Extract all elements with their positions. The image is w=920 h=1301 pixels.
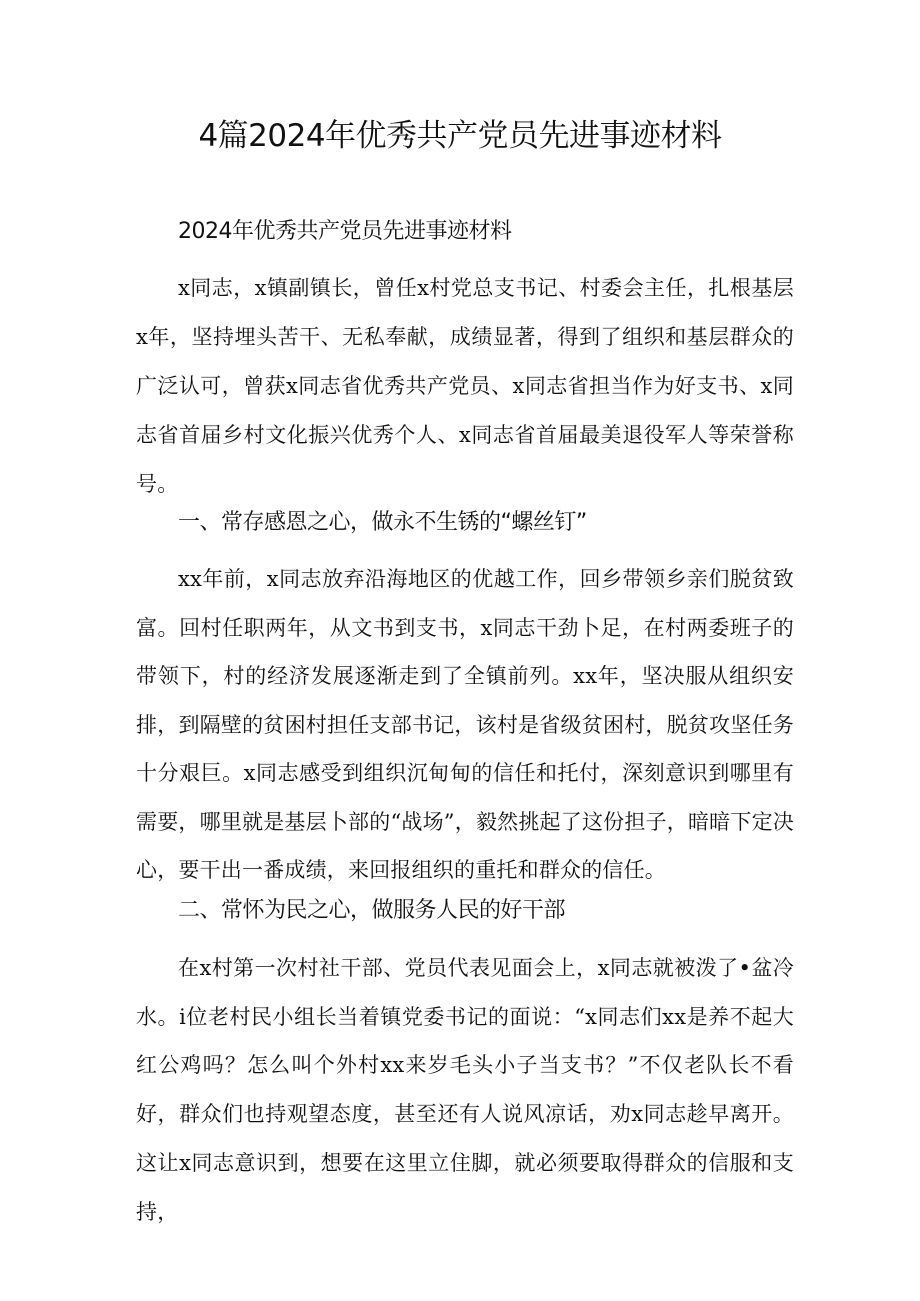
section-1-paragraph: xx年前，x同志放弃沿海地区的优越工作，回乡带领乡亲们脱贫致富。回村任职两年，从文书到支书，x同志干劲卜足，在村两委班子的带领下，村的经济发展逐渐走到了全镇前列。xx年，坚决服从组织安排，到隔壁的贫困村担任支部书记，该村是省级贫困村，脱贫攻坚任务十分艰巨。x同志感受到组织沉甸甸的信任和托付，深刻意识到哪里有需要，哪里就是基层卜部的“战场”，毅然挑起了这份担子，暗暗下定决心，要干出一番成绩，来回报组织的重托和群众的信任。 xyxy=(136,567,794,882)
section-1-heading: 一、常存感恩之心，做永不生锈的“螺丝钉” xyxy=(178,510,587,535)
section-2-paragraph: 在x村第一次村社干部、党员代表见面会上，x同志就被泼了•盆冷水。i位老村民小组长当着镇党委书记的面说：“x同志们xx是养不起大红公鸡吗？怎么叫个外村xx来岁毛头小子当支书？”不仅老队长不看好，群众们也持观望态度，甚至还有人说风凉话，劝x同志趁早离开。这让x同志意识到，想要在这里立住脚，就必须要取得群众的信服和支持， xyxy=(136,956,794,1224)
document-title: 4篇2024年优秀共产党员先进事迹材料 xyxy=(198,118,722,154)
article-subtitle: 2024年优秀共产党员先进事迹材料 xyxy=(178,219,512,244)
intro-paragraph: x同志，x镇副镇长，曾任x村党总支书记、村委会主任，扎根基层x年，坚持埋头苦干、无私奉献，成绩显著，得到了组织和基层群众的广泛认可，曾获x同志省优秀共产党员、x同志省担当作为好支书、x同志省首届乡村文化振兴优秀个人、x同志省首届最美退役军人等荣誉称号。 xyxy=(136,276,794,496)
section-2-heading: 二、常怀为民之心，做服务人民的好干部 xyxy=(178,898,566,923)
